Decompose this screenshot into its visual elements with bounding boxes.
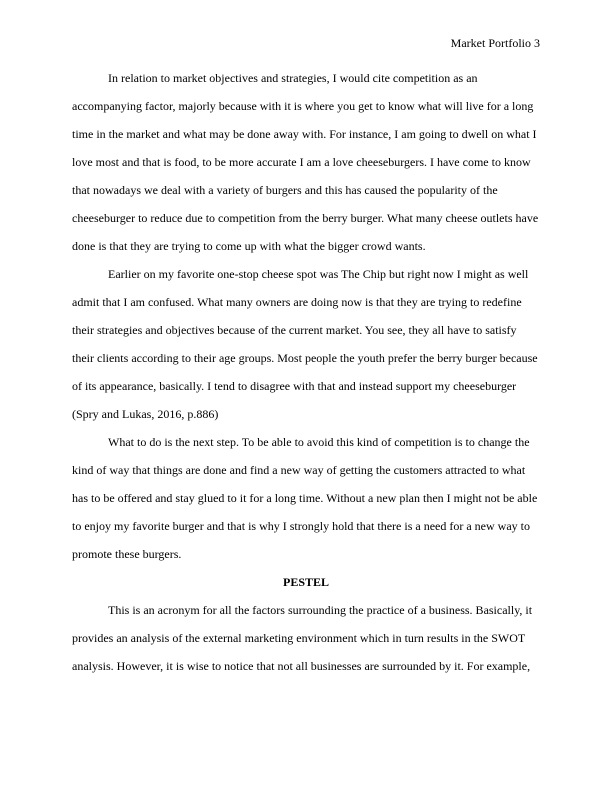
paragraph-next-step: What to do is the next step. To be able to avoid this kind of competition is to change the kind of way that things are done and find a new way of getting the customers attracted to what has to be offered and stay glued to it for a long time. Without a new plan then I might not be able to enjoy my favorite burger and that is why I strongly hold that there is a need for a new way to promote these burgers. <box>72 435 538 561</box>
paragraph-pestel: This is an acronym for all the factors surrounding the practice of a business. Basically, it provides an analysis of the external marketing environment which in turn results in the SWOT analysis. However, it is wise to notice that not all businesses are surrounded by it. For example, <box>72 603 533 673</box>
document-body <box>72 64 540 680</box>
paragraph-cheese-spot: Earlier on my favorite one-stop cheese spot was The Chip but right now I might as well admit that I am confused. What many owners are doing now is that they are trying to redefine their strategies and objectives because of the current market. You see, they all have to satisfy their clients according to their age groups. Most people the youth prefer the berry burger because of its appearance, basically. I tend to disagree with that and instead support my cheeseburger (Spry and Lukas, 2016, p.886) <box>72 267 538 421</box>
paragraph-competition: In relation to market objectives and strategies, I would cite competition as an accompanying factor, majorly because with it is where you get to know what will live for a long time in the market and what may be done away with. For instance, I am going to dwell on what I love most and that is food, to be more accurate I am a love cheeseburgers. I have come to know that nowadays we deal with a variety of burgers and this has caused the popularity of the cheeseburger to reduce due to competition from the berry burger. What many cheese outlets have done is that they are trying to come up with what the bigger crowd wants. <box>72 71 539 253</box>
running-head: Market Portfolio 3 <box>450 36 540 50</box>
section-heading-pestel: PESTEL <box>282 575 330 589</box>
